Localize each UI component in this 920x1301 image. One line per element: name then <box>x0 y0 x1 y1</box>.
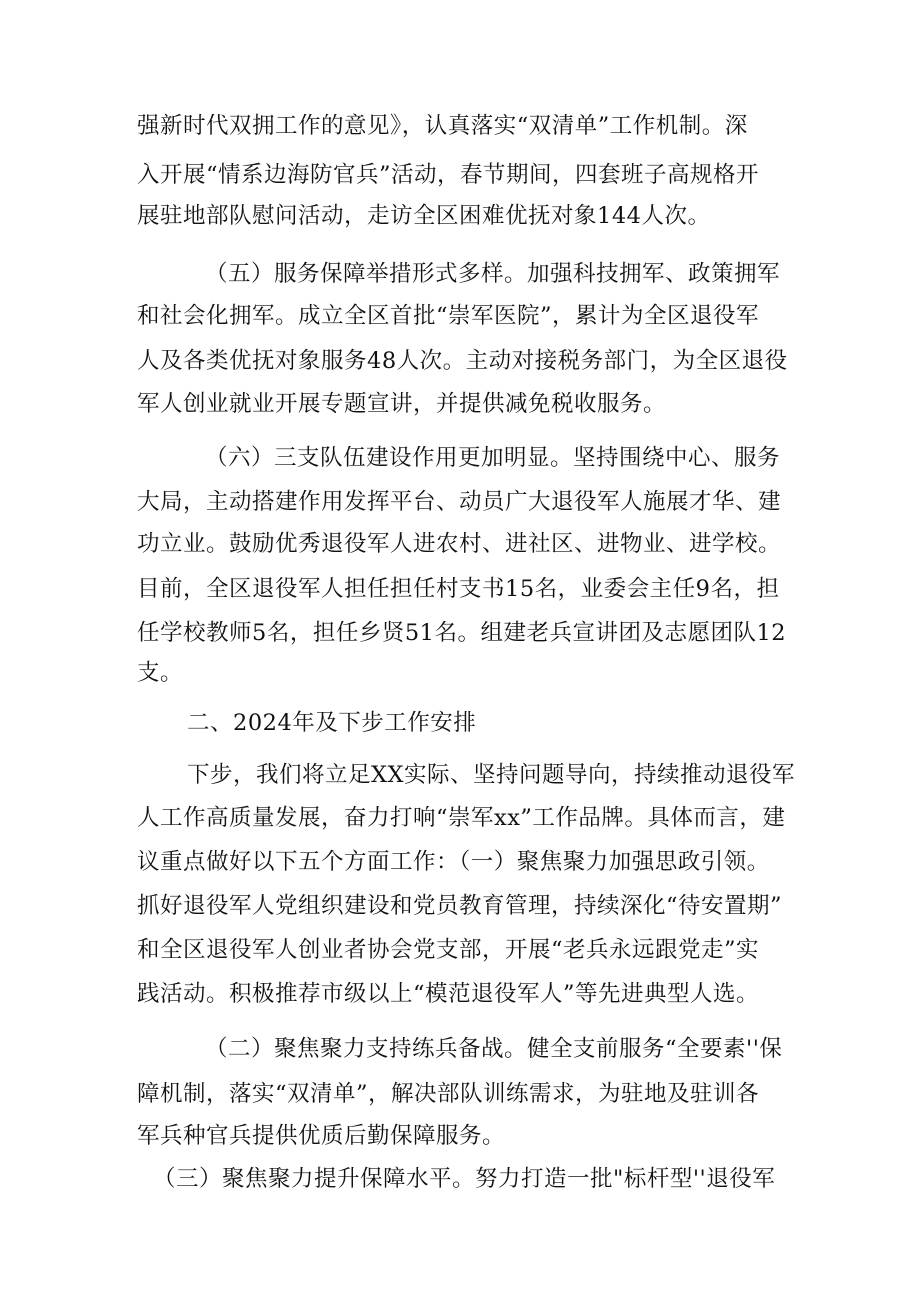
text-line: 目前，全区退役军人担任担任村支书15名，业委会主任9名，担 <box>137 576 780 602</box>
text-line: 践活动。积极推荐市级以上“模范退役军人”等先进典型人选。 <box>137 981 760 1007</box>
text-line: 人及各类优抚对象服务48人次。主动对接税务部门，为全区退役 <box>137 348 788 374</box>
text-line: 议重点做好以下五个方面工作：（一）聚焦聚力加强思政引领。 <box>137 849 770 875</box>
text-line: 强新时代双拥工作的意见》，认真落实“双清单”工作机制。深 <box>137 113 748 139</box>
text-line: 功立业。鼓励优秀退役军人进农村、进社区、进物业、进学校。 <box>137 531 782 557</box>
subsection-three-heading: （三）聚焦聚力提升保障水平。努力打造一批"标杆型''退役军 <box>153 1166 776 1192</box>
text-line: 和社会化拥军。成立全区首批“崇军医院”，累计为全区退役军 <box>137 303 760 329</box>
text-line: 抓好退役军人党组织建设和党员教育管理，持续深化“待安置期” <box>137 893 783 919</box>
text-line: 下步，我们将立足XX实际、坚持问题导向，持续推动退役军 <box>187 762 796 788</box>
section-two-heading: 二、2024年及下步工作安排 <box>187 710 477 736</box>
subsection-two-heading: （二）聚焦聚力支持练兵备战。健全支前服务“全要素''保 <box>205 1036 783 1062</box>
section-six-heading: （六）三支队伍建设作用更加明显。坚持围绕中心、服务 <box>205 445 781 471</box>
text-line: 支。 <box>137 660 184 686</box>
text-line: 展驻地部队慰问活动，走访全区困难优抚对象144人次。 <box>137 203 711 229</box>
text-line: 任学校教师5名，担任乡贤51名。组建老兵宣讲团及志愿团队12 <box>137 620 787 646</box>
text-line: 和全区退役军人创业者协会党支部，开展“老兵永远跟党走”实 <box>137 937 760 963</box>
text-line: 障机制，落实“双清单”，解决部队训练需求，为驻地及驻训各 <box>137 1081 760 1107</box>
text-line: 人工作高质量发展，奋力打响“崇军xx”工作品牌。具体而言，建 <box>137 805 786 831</box>
text-line: 军兵种官兵提供优质后勤保障服务。 <box>137 1123 506 1149</box>
text-line: 入开展“情系边海防官兵”活动，春节期间，四套班子高规格开 <box>137 162 760 188</box>
text-line: 大局，主动搭建作用发挥平台、动员广大退役军人施展才华、建 <box>137 489 782 515</box>
text-line: 军人创业就业开展专题宣讲，并提供减免税收服务。 <box>137 391 667 417</box>
section-five-heading: （五）服务保障举措形式多样。加强科技拥军、政策拥军 <box>205 261 781 287</box>
